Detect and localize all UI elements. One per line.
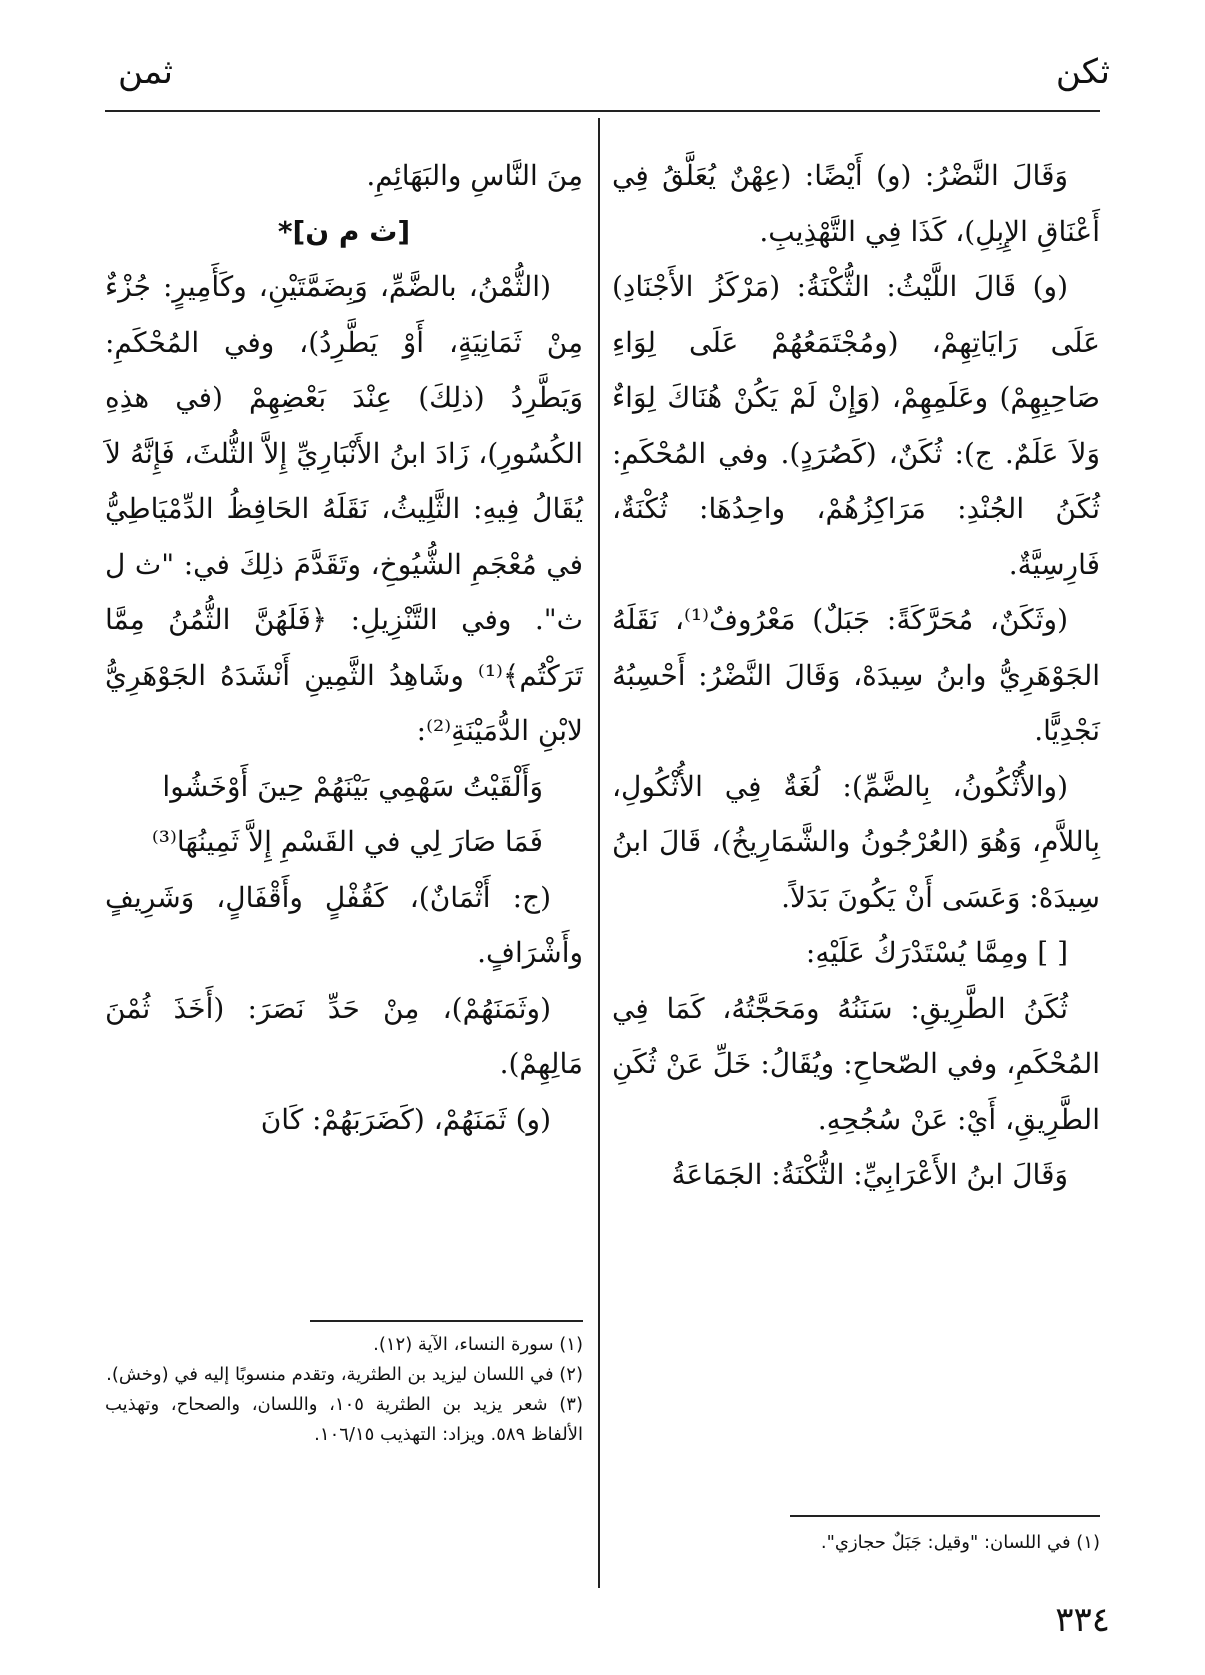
- right-column: [612, 148, 1100, 1203]
- paragraph: (والأُثْكُونُ، بِالضَّمِّ): لُغَةٌ فِي الأُثْكُولِ، بِاللاَّمِ، وَهُوَ (العُرْجُونُ والشَّمَارِيخُ)، قَالَ ابنُ سِيدَهْ: وَعَسَى أَنْ يَكُونَ بَدَلاً.: [612, 769, 1100, 914]
- footnote: (١) سورة النساء، الآية (١٢).: [373, 1334, 583, 1355]
- paragraph: وَقَالَ ابنُ الأَعْرَابِيِّ: الثُّكْنَةُ: الجَمَاعَةُ: [671, 1158, 1068, 1191]
- running-head-left: ثمن: [118, 52, 174, 92]
- paragraph: (وثَكَنٌ، مُحَرَّكَةً: جَبَلٌ) مَعْرُوفٌ⁽¹⁾، نَقَلَهُ الجَوْهَرِيُّ وابنُ سِيدَهْ، وَقَالَ النَّضْرُ: أَحْسِبُهُ نَجْدِيًّا.: [612, 603, 1100, 747]
- paragraph: مِنَ النَّاسِ والبَهَائِمِ.: [366, 159, 583, 192]
- page-number: ٣٣٤: [1055, 1600, 1110, 1640]
- footnote-rule-left: [310, 1320, 583, 1322]
- footnotes-left: [105, 1330, 583, 1450]
- footnote: (٢) في اللسان ليزيد بن الطثرية، وتقدم منسوبًا إليه في (وخش).: [106, 1364, 583, 1385]
- paragraph: (الثُّمْنُ، بالضَّمِّ، وَبِضَمَّتَيْنِ، وكَأَمِيرٍ: جُزْءٌ مِنْ ثَمَانِيَةٍ، أَوْ يَطَّرِدُ)، وفي المُحْكَمِ: وَيَطَّرِدُ (ذلِكَ) عِنْدَ بَعْضِهِمْ (في هذِهِ الكُسُورِ)، زَادَ ابنُ الأَنْبَارِيِّ إِلاَّ الثُّلثَ، فَإِنَّهُ لاَ يُقَالُ فِيهِ: الثَّلِيثُ، نَقَلَهُ الحَافِظُ الدِّمْيَاطِيُّ في مُعْجَمِ الشُّيُوخِ، وتَقَدَّمَ ذلِكَ في: "ث ل ث". وفي التَّنْزِيلِ: ﴿فَلَهُنَّ الثُّمُنُ مِمَّا تَرَكْتُم﴾⁽¹⁾ وشَاهِدُ الثَّمِينِ أَنْشَدَهُ الجَوْهَرِيُّ لابْنِ الدُّمَيْنَةِ⁽²⁾:: [105, 270, 583, 747]
- paragraph: (و) قَالَ اللَّيْثُ: الثُّكْنَةُ: (مَرْكَزُ الأَجْنَادِ) عَلَى رَايَاتِهِمْ، (ومُجْتَمَعُهُمْ عَلَى لِوَاءِ صَاحِبِهِمْ) وعَلَمِهِمْ، (وَإِنْ لَمْ يَكُنْ هُنَاكَ لِوَاءٌ وَلاَ عَلَمٌ. ج): ثُكَنٌ، (كَصُرَدٍ). وفي المُحْكَمِ: ثُكَنُ الجُنْدِ: مَرَاكِزُهُمْ، واحِدُهَا: ثُكْنَةٌ، فَارِسِيَّةٌ.: [612, 270, 1100, 581]
- paragraph: (و) ثَمَنَهُمْ، (كَضَرَبَهُمْ: كَانَ: [260, 1102, 551, 1136]
- footnotes-right: [700, 1528, 1100, 1558]
- header-rule: [105, 110, 1100, 112]
- paragraph: (وثَمَنَهُمْ)، مِنْ حَدِّ نَصَرَ: (أَخَذَ ثُمْنَ مَالِهِمْ).: [105, 991, 583, 1080]
- running-head-right: ثكن: [1055, 52, 1110, 92]
- entry-heading: [ث م ن]*: [277, 214, 411, 248]
- verse-line: وَأَلْقَيْتُ سَهْمِي بَيْنَهُمْ حِينَ أَوْخَشُوا: [162, 769, 543, 803]
- footnote-rule-right: [790, 1515, 1100, 1517]
- paragraph: [ ] ومِمَّا يُسْتَدْرَكُ عَلَيْهِ:: [805, 936, 1068, 969]
- footnote: (٣) شعر يزيد بن الطثرية ١٠٥، واللسان، والصحاح، وتهذيب الألفاظ ٥٨٩. ويزاد: التهذيب ١٠٦/١٥.: [105, 1394, 583, 1445]
- paragraph: ثُكَنُ الطَّرِيقِ: سَنَنُهُ ومَحَجَّتُهُ، كَمَا فِي المُحْكَمِ، وفي الصّحاحِ: ويُقَالُ: خَلِّ عَنْ ثُكَنِ الطَّرِيقِ، أَيْ: عَنْ سُجُحِهِ.: [612, 991, 1100, 1136]
- footnote: (١) في اللسان: "وقيل: جَبَلٌ حجازي".: [820, 1532, 1100, 1553]
- left-column: [105, 148, 583, 1147]
- column-divider: [598, 118, 600, 1588]
- paragraph: (ج: أَثْمَانٌ)، كَقُفْلٍ وأَقْفَالٍ، وَشَرِيفٍ وأَشْرَافٍ.: [105, 880, 583, 969]
- verse-line: فَمَا صَارَ لِي في القَسْمِ إِلاَّ ثَمِينُهَا⁽³⁾: [151, 825, 543, 858]
- paragraph: وَقَالَ النَّضْرُ: (و) أَيْضًا: (عِهْنٌ يُعَلَّقُ فِي أَعْنَاقِ الإِبِلِ)، كَذَا فِي التَّهْذِيبِ.: [612, 159, 1100, 248]
